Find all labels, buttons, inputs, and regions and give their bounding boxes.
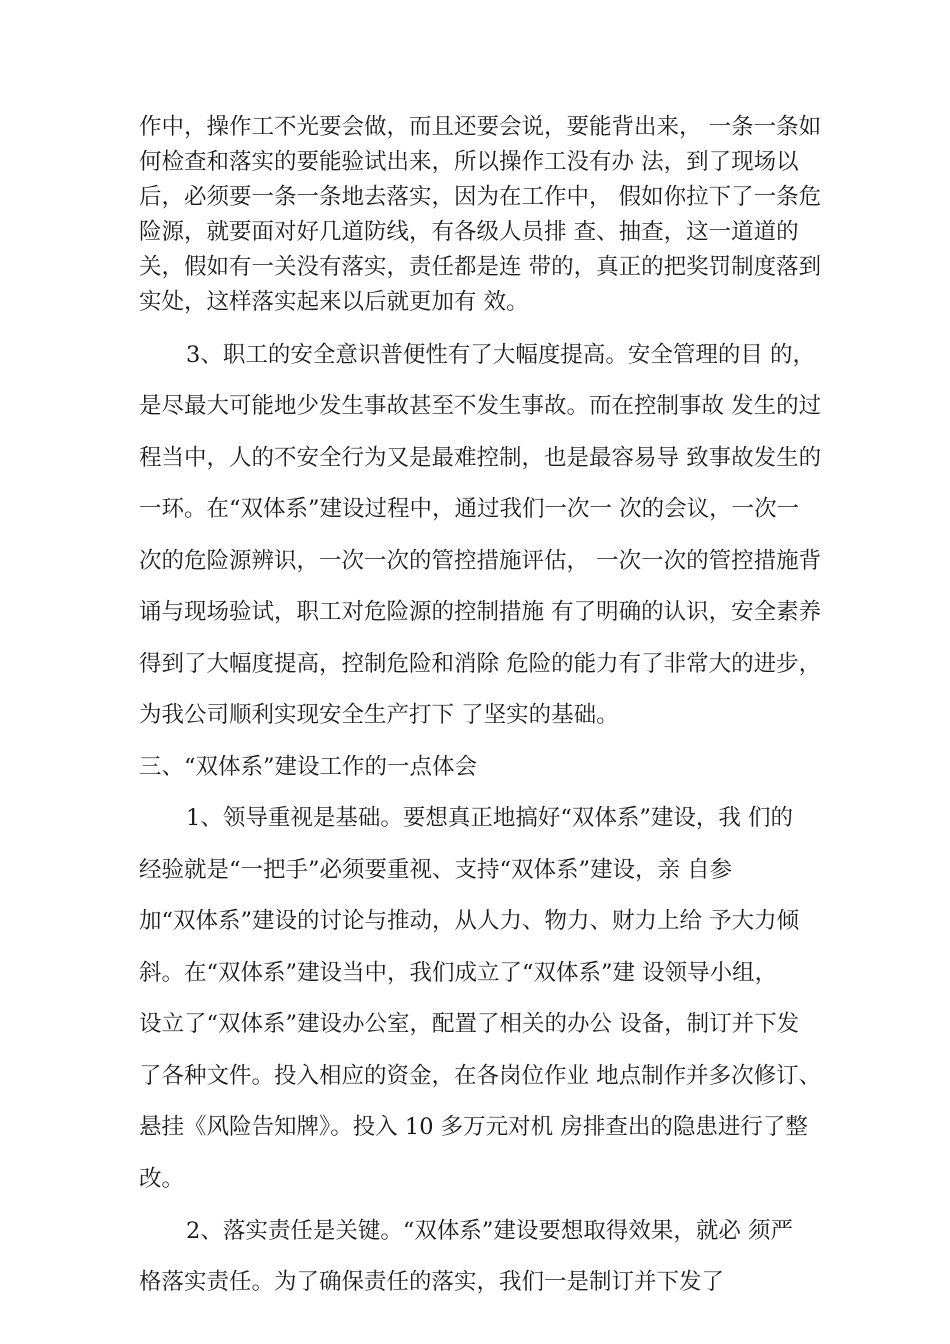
text-line: 1、领导重视是基础。要想真正地搞好“双体系”建设，我 们的 [186,805,793,831]
text-line: 格落实责任。为了确保责任的落实，我们一是制订并下发了 [139,1269,725,1295]
text-line: 诵与现场验试，职工对危险源的控制措施 有了明确的认识，安全素养 [139,599,822,625]
text-line: 3、职工的安全意识普便性有了大幅度提高。安全管理的目 的， [186,342,815,368]
text-line: 得到了大幅度提高，控制危险和消除 危险的能力有了非常大的进步， [139,651,822,677]
text-line: 2、落实责任是关键。“双体系”建设要想取得效果，就必 须严 [186,1218,793,1244]
text-line: 何检查和落实的要能验试出来，所以操作工没有办 法，到了现场以 [139,149,799,175]
text-line: 后，必须要一条一条地去落实，因为在工作中， 假如你拉下了一条危 [139,184,822,210]
text-line: 一环。在“双体系”建设过程中，通过我们一次一 次的会议，一次一 [139,496,800,522]
text-line: 实处，这样落实起来以后就更加有 效。 [139,289,529,315]
text-line: 关，假如有一关没有落实，责任都是连 带的，真正的把奖罚制度落到 [139,254,822,280]
text-line: 悬挂《风险告知牌》。投入 10 多万元对机 房排查出的隐患进行了整 [139,1114,808,1140]
text-line: 经验就是“一把手”必须要重视、支持“双体系”建设，亲 自参 [139,857,733,883]
text-line: 为我公司顺利实现安全生产打下 了坚实的基础。 [139,702,619,728]
section-heading: 三、“双体系”建设工作的一点体会 [139,754,478,780]
text-line: 设立了“双体系”建设办公室，配置了相关的办公 设备，制订并下发 [139,1011,800,1037]
text-line: 改。 [139,1166,185,1192]
text-line: 了各种文件。投入相应的资金，在各岗位作业 地点制作并多次修订、 [139,1063,822,1089]
text-line: 次的危险源辨识，一次一次的管控措施评估， 一次一次的管控措施背 [139,548,822,574]
text-line: 是尽最大可能地少发生事故甚至不发生事故。而在控制事故 发生的过 [139,393,822,419]
text-line: 加“双体系”建设的讨论与推动，从人力、物力、财力上给 予大力倾 [139,908,800,934]
text-line: 作中，操作工不光要会做，而且还要会说，要能背出来， 一条一条如 [139,114,822,140]
text-line: 程当中，人的不安全行为又是最难控制，也是最容易导 致事故发生的 [139,445,822,471]
text-line: 斜。在“双体系”建设当中，我们成立了“双体系”建 设领导小组， [139,960,778,986]
text-line: 险源，就要面对好几道防线，有各级人员排 查、抽查，这一道道的 [139,219,799,245]
